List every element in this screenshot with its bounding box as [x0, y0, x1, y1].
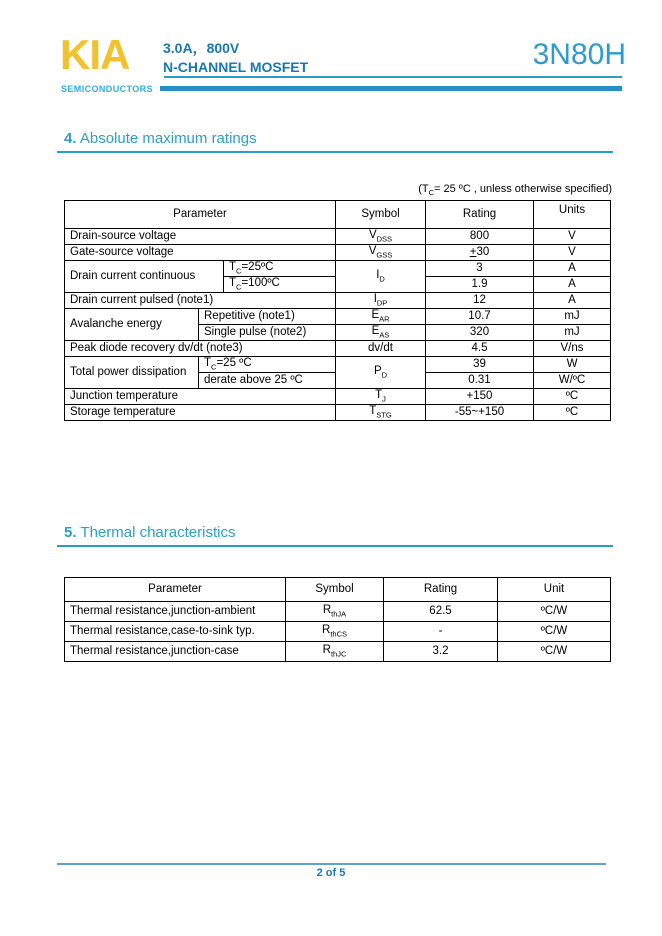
text-run: C [428, 188, 435, 198]
param-cell: Junction temperature [65, 389, 336, 405]
sym-sub: GSS [376, 250, 393, 260]
symbol-cell [286, 622, 384, 642]
rating-cell: +150 [426, 389, 534, 405]
unit-cell: V/ns [534, 341, 611, 357]
param-cell: Drain current pulsed (note1) [65, 293, 336, 309]
param-cell: Gate-source voltage [65, 245, 336, 261]
text-run: =25ºC [241, 261, 274, 274]
sym-base: I [373, 293, 377, 306]
text-run: =25 ºC [216, 357, 252, 370]
header-rule-thick [160, 86, 622, 91]
text-run: T [229, 261, 237, 274]
header-unit: Unit [498, 578, 611, 602]
footer-rule [57, 863, 606, 865]
header-rating: Rating [384, 578, 498, 602]
unit-cell: mJ [534, 325, 611, 341]
symbol-cell [336, 405, 426, 421]
sym-base: P [373, 365, 382, 378]
symbol-cell [336, 309, 426, 325]
rating-cell: 62.5 [384, 602, 498, 622]
sym-base: T [369, 405, 377, 418]
sym-base: R [322, 604, 332, 617]
table-row [65, 293, 611, 309]
condition-cell: Repetitive (note1) [199, 309, 336, 325]
symbol-cell [336, 389, 426, 405]
section4-heading [64, 130, 257, 147]
sym-sub: thCS [330, 629, 347, 639]
device-type-line: N-CHANNEL MOSFET [163, 59, 309, 75]
device-subtitle [163, 39, 308, 77]
param-cell: Peak diode recovery dv/dt (note3) [65, 341, 336, 357]
table-row [65, 261, 611, 277]
table-row [65, 341, 611, 357]
symbol-cell [336, 261, 426, 293]
thermal-characteristics-table [64, 577, 611, 662]
sym-base: E [371, 325, 380, 338]
sym-sub: DP [376, 298, 388, 308]
header-rule-thin [164, 76, 622, 78]
table-row [65, 622, 611, 642]
rating-cell: 12 [426, 293, 534, 309]
rating-cell: 4.5 [426, 341, 534, 357]
table-row [65, 309, 611, 325]
section5-heading [64, 524, 235, 541]
unit-cell: ºC [534, 405, 611, 421]
rating-cell: 800 [426, 229, 534, 245]
sym-base: R [322, 624, 331, 637]
table-header-row [65, 201, 611, 229]
section4-title: Absolute maximum ratings [76, 130, 257, 147]
param-cell: Drain current continuous [65, 261, 224, 293]
device-rating-line: 3.0A，800V [163, 40, 240, 56]
sym-sub: D [381, 370, 388, 380]
table-row [65, 357, 611, 373]
absolute-maximum-ratings-table [64, 200, 611, 421]
param-cell: Thermal resistance,case-to-sink typ. [65, 622, 286, 642]
table-row [65, 642, 611, 662]
plus-minus-sign: + [469, 246, 477, 259]
unit-cell: mJ [534, 309, 611, 325]
table-row [65, 405, 611, 421]
sym-sub: J [382, 394, 386, 404]
condition-cell [199, 357, 336, 373]
param-cell: Total power dissipation [65, 357, 199, 389]
condition-cell [224, 261, 336, 277]
section5-number: 5. [64, 524, 77, 541]
rating-cell: 1.9 [426, 277, 534, 293]
text-run: =100ºC [241, 277, 280, 290]
kia-logo-subtext: SEMICONDUCTORS [61, 84, 153, 94]
symbol-cell: dv/dt [336, 341, 426, 357]
unit-cell: W [534, 357, 611, 373]
header-rating: Rating [426, 201, 534, 229]
unit-cell: A [534, 277, 611, 293]
condition-note [312, 183, 612, 197]
table-row [65, 245, 611, 261]
condition-cell [224, 277, 336, 293]
text-run: T [229, 277, 237, 290]
sym-sub: DSS [376, 234, 393, 244]
text-run: 30 [476, 246, 490, 259]
rating-cell: 10.7 [426, 309, 534, 325]
param-cell: Avalanche energy [65, 309, 199, 341]
page-number: 2 of 5 [316, 867, 346, 879]
symbol-cell [336, 325, 426, 341]
param-cell: Thermal resistance,junction-case [65, 642, 286, 662]
sym-sub: AR [379, 314, 390, 324]
header-parameter: Parameter [65, 578, 286, 602]
sym-base: R [322, 644, 331, 657]
unit-cell: V [534, 245, 611, 261]
rating-cell: 3 [426, 261, 534, 277]
part-number: 3N80H [532, 38, 626, 71]
section4-number: 4. [64, 130, 77, 147]
sym-sub: thJC [330, 649, 347, 659]
section4-underline [57, 151, 613, 153]
sym-sub: D [379, 274, 385, 284]
table-row [65, 602, 611, 622]
rating-cell: 3.2 [384, 642, 498, 662]
text-run: = 25 ºC , unless otherwise specified) [434, 183, 612, 195]
kia-logo: KIA [60, 31, 130, 78]
rating-cell: - [384, 622, 498, 642]
unit-cell: W/ºC [534, 373, 611, 389]
condition-cell: Single pulse (note2) [199, 325, 336, 341]
sym-base: E [371, 309, 380, 322]
section5-underline [57, 545, 613, 547]
header-units: Units [534, 201, 611, 229]
text-run: C [211, 362, 217, 372]
text-run: C [236, 266, 242, 276]
sym-sub: AS [379, 330, 390, 340]
rating-cell [426, 245, 534, 261]
param-cell: Storage temperature [65, 405, 336, 421]
symbol-cell [336, 357, 426, 389]
symbol-cell [286, 602, 384, 622]
unit-cell: A [534, 261, 611, 277]
sym-sub: thJA [331, 609, 347, 619]
unit-cell: A [534, 293, 611, 309]
rating-cell: 320 [426, 325, 534, 341]
header-symbol: Symbol [286, 578, 384, 602]
sym-sub: STG [376, 410, 392, 420]
table-row [65, 389, 611, 405]
text-run: C [236, 282, 242, 292]
sym-base: T [375, 389, 383, 402]
header-symbol: Symbol [336, 201, 426, 229]
table-row [65, 229, 611, 245]
unit-cell: ºC [534, 389, 611, 405]
param-cell: Thermal resistance,junction-ambient [65, 602, 286, 622]
rating-cell: -55~+150 [426, 405, 534, 421]
symbol-cell [286, 642, 384, 662]
rating-cell: 39 [426, 357, 534, 373]
condition-cell: derate above 25 ºC [199, 373, 336, 389]
unit-cell: V [534, 229, 611, 245]
symbol-cell [336, 229, 426, 245]
unit-cell: ºC/W [498, 642, 611, 662]
symbol-cell [336, 293, 426, 309]
sym-base: I [376, 269, 380, 282]
text-run: T [204, 357, 212, 370]
param-cell: Drain-source voltage [65, 229, 336, 245]
table-header-row [65, 578, 611, 602]
header-parameter: Parameter [65, 201, 336, 229]
unit-cell: ºC/W [498, 602, 611, 622]
section5-title: Thermal characteristics [76, 524, 236, 541]
rating-cell: 0.31 [426, 373, 534, 389]
sym-base: V [368, 229, 377, 242]
text-run: (T [418, 183, 429, 195]
symbol-cell [336, 245, 426, 261]
sym-base: V [368, 245, 377, 258]
unit-cell: ºC/W [498, 622, 611, 642]
